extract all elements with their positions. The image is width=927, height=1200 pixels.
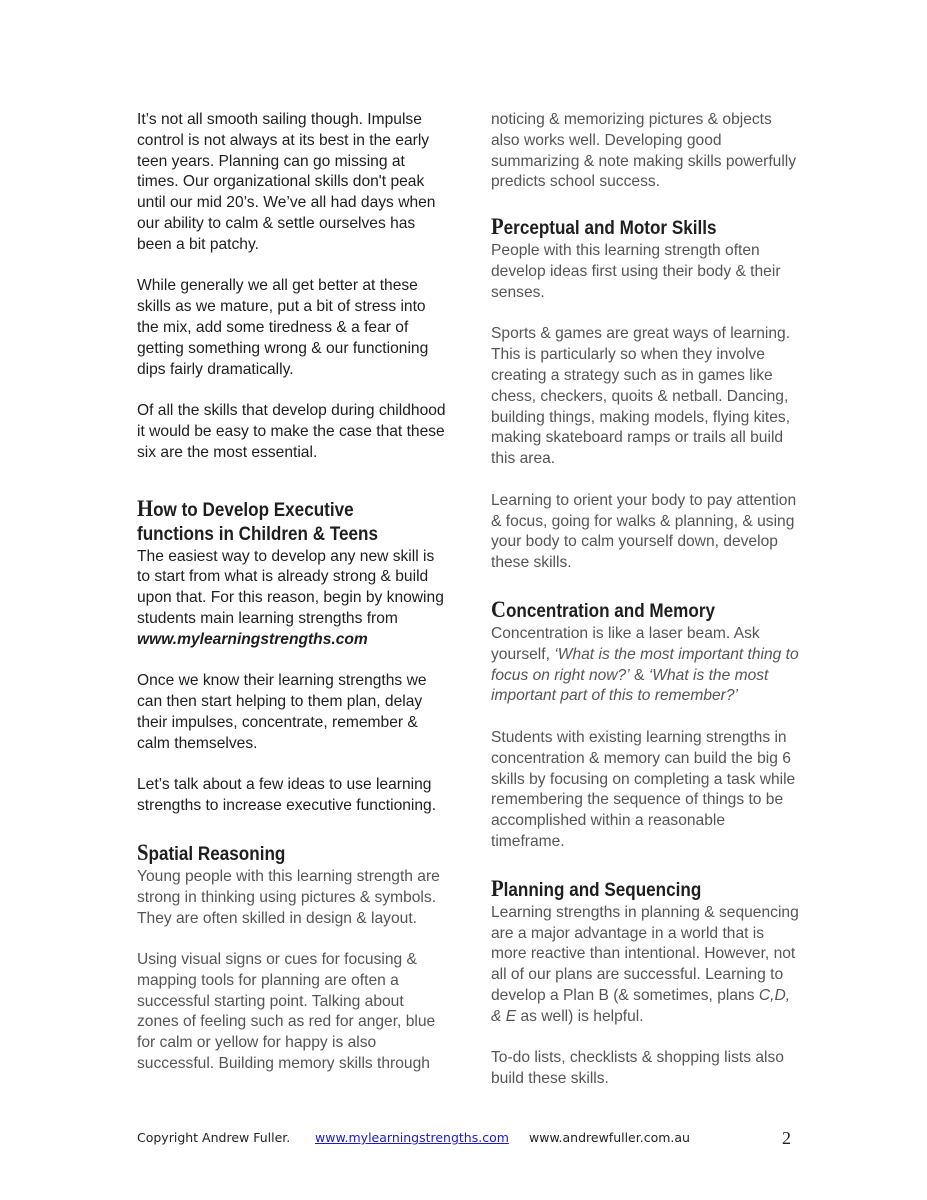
paragraph-spatial-intro: Young people with this learning strength are strong in thinking using pictures & symbols. They are often skilled in design & layout. [137,867,440,927]
heading-text: ow to Develop Executive [153,499,354,521]
heading-planning-sequencing [491,877,772,903]
learning-strengths-link[interactable]: www.mylearningstrengths.com [137,630,368,648]
footer-copyright: Copyright Andrew Fuller. [137,1130,291,1145]
heading-text: patial Reasoning [148,843,286,865]
paragraph-lets-talk: Let’s talk about a few ideas to use learning strengths to increase executive functioning. [137,776,437,815]
heading-drop-cap: P [491,214,504,240]
paragraph-existing-strengths: Students with existing learning strengths in concentration & memory can build the big 6 skills by focusing on completing a task while remembering the sequence of things to be accomplished within a reasonable timeframe. [491,728,796,850]
heading-spatial-reasoning [137,841,416,867]
paragraph-text: Concentration is like a laser beam. Ask yourself, [491,624,760,663]
heading-drop-cap: S [137,839,149,865]
plans-cde: C,D, & E [491,986,791,1025]
left-column [137,110,447,1075]
paragraph-once-we-know: Once we know their learning strengths we can then start helping to them plan, delay their impulses, concentrate, remember & calm themselves. [137,672,427,752]
footer-site-andrewfuller: www.andrewfuller.com.au [529,1130,690,1145]
heading-text: lanning and Sequencing [503,879,702,901]
paragraph-text: The easiest way to develop any new skill is to start from what is already strong & build upon that. For this reason, begin by knowing students main learning strengths from [137,547,444,627]
page-number: 2 [782,1128,791,1148]
paragraph-noticing: noticing & memorizing pictures & objects also works well. Developing good summarizing & note making skills powerfully predicts school success. [491,111,797,191]
paragraph-perceptual-intro: People with this learning strength often develop ideas first using their body & their senses. [491,242,781,301]
heading-text: erceptual and Motor Skills [503,218,717,240]
footer-link-mylearningstrengths[interactable]: www.mylearningstrengths.com [315,1130,509,1145]
paragraph-stress: While generally we all get better at these skills as we mature, put a bit of stress into the mix, add some tiredness & a fear of getting something wrong & our functioning dips fairly dramatically. [137,277,429,378]
ampersand: & [634,666,645,684]
paragraph-laser-beam [491,624,803,707]
paragraph-text-end: as well) is helpful. [520,1007,644,1025]
heading-drop-cap: P [491,875,504,901]
question-one: ‘What is the most important thing to focus on right now?’ [491,645,799,684]
paragraph-planning-advantage [491,903,803,1028]
paragraph-text: Learning strengths in planning & sequencing are a major advantage in a world that is more reactive than intentional. However, not all of our plans are successful. Learning to develop a Plan B (& sometimes, plans [491,903,799,1004]
heading-drop-cap: H [137,495,154,521]
heading-drop-cap: C [491,596,506,622]
paragraph-orient-body: Learning to orient your body to pay attention & focus, going for walks & planning, & using your body to calm yourself down, develop these skills. [491,491,797,572]
question-two: ‘What is the most important part of this to remember?’ [491,666,769,705]
heading-perceptual-motor [491,215,772,241]
heading-text: oncentration and Memory [505,600,715,622]
paragraph-essential-skills: Of all the skills that develop during childhood it would be easy to make the case that these six are the most essential. [137,402,446,461]
heading-text-line2: functions in Children & Teens [137,523,379,545]
paragraph-sports-games: Sports & games are great ways of learning. This is particularly so when they involve creating a strategy such as in games like chess, checkers, quoits & netball. Dancing, building things, making models, flying kites, making skateboard ramps or trails all build this area. [491,325,791,468]
heading-how-to-develop [137,497,416,547]
paragraph-impulse-control: It’s not all smooth sailing though. Impulse control is not always at its best in the early teen years. Planning can go missing at times. Our organizational skills don't peak until our mid 20’s. We’ve all had days when our ability to calm & settle ourselves has been a bit patchy. [137,111,436,253]
heading-concentration-memory [491,598,772,624]
paragraph-todo-lists: To-do lists, checklists & shopping lists also build these skills. [491,1049,784,1088]
paragraph-visual-signs: Using visual signs or cues for focusing & mapping tools for planning are often a successful starting point. Talking about zones of feeling such as red for anger, blue for calm or yellow for happy is also successful. Building memory skills through [137,951,436,1073]
paragraph-easiest-way [137,547,447,651]
right-column [491,110,803,1090]
